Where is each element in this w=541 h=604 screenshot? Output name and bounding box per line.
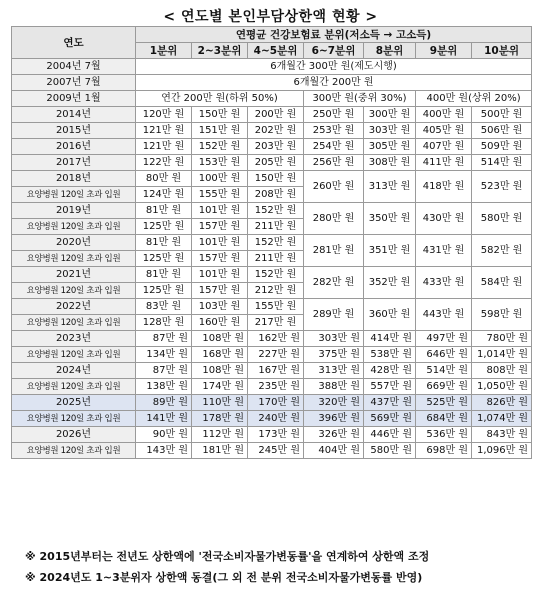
value-cell: 200만 원 xyxy=(248,107,304,123)
value-cell: 557만 원 xyxy=(364,379,416,395)
value-cell: 122만 원 xyxy=(136,155,192,171)
value-cell: 101만 원 xyxy=(192,267,248,283)
value-cell: 375만 원 xyxy=(304,347,364,363)
value-cell: 780만 원 xyxy=(472,331,532,347)
value-cell: 217만 원 xyxy=(248,315,304,331)
value-cell: 280만 원 xyxy=(304,203,364,235)
table-row xyxy=(12,171,532,187)
value-cell: 150만 원 xyxy=(192,107,248,123)
year-cell: 2024년 xyxy=(12,363,136,379)
value-cell: 227만 원 xyxy=(248,347,304,363)
year-cell: 2026년 xyxy=(12,427,136,443)
footnotes xyxy=(25,546,429,588)
year-cell: 2015년 xyxy=(12,123,136,139)
value-cell: 162만 원 xyxy=(248,331,304,347)
value-cell: 143만 원 xyxy=(136,443,192,459)
header-year: 연도 xyxy=(12,27,136,59)
value-cell: 584만 원 xyxy=(472,267,532,299)
sub-label-cell: 요양병원 120일 초과 입원 xyxy=(12,443,136,459)
header-decile: 4~5분위 xyxy=(248,43,304,59)
value-cell: 90만 원 xyxy=(136,427,192,443)
value-cell: 320만 원 xyxy=(304,395,364,411)
sub-label-cell: 요양병원 120일 초과 입원 xyxy=(12,411,136,427)
header-decile: 10분위 xyxy=(472,43,532,59)
value-cell: 404만 원 xyxy=(304,443,364,459)
value-cell: 669만 원 xyxy=(416,379,472,395)
sub-label-cell: 요양병원 120일 초과 입원 xyxy=(12,251,136,267)
value-cell: 134만 원 xyxy=(136,347,192,363)
table-row xyxy=(12,379,532,395)
value-cell: 281만 원 xyxy=(304,235,364,267)
value-cell: 582만 원 xyxy=(472,235,532,267)
value-cell: 170만 원 xyxy=(248,395,304,411)
value-cell: 282만 원 xyxy=(304,267,364,299)
value-cell: 536만 원 xyxy=(416,427,472,443)
sub-label-cell: 요양병원 120일 초과 입원 xyxy=(12,187,136,203)
value-cell: 174만 원 xyxy=(192,379,248,395)
value-cell: 173만 원 xyxy=(248,427,304,443)
value-cell: 211만 원 xyxy=(248,219,304,235)
value-cell: 87만 원 xyxy=(136,363,192,379)
value-cell: 646만 원 xyxy=(416,347,472,363)
year-cell: 2009년 1월 xyxy=(12,91,136,107)
value-cell: 523만 원 xyxy=(472,171,532,203)
value-cell: 418만 원 xyxy=(416,171,472,203)
value-cell: 202만 원 xyxy=(248,123,304,139)
value-cell: 152만 원 xyxy=(248,267,304,283)
table-row xyxy=(12,267,532,283)
table-row xyxy=(12,331,532,347)
merged-value-cell: 400만 원(상위 20%) xyxy=(416,91,532,107)
value-cell: 160만 원 xyxy=(192,315,248,331)
value-cell: 407만 원 xyxy=(416,139,472,155)
header-decile: 9분위 xyxy=(416,43,472,59)
value-cell: 124만 원 xyxy=(136,187,192,203)
value-cell: 428만 원 xyxy=(364,363,416,379)
value-cell: 168만 원 xyxy=(192,347,248,363)
value-cell: 411만 원 xyxy=(416,155,472,171)
table-row xyxy=(12,347,532,363)
sub-label-cell: 요양병원 120일 초과 입원 xyxy=(12,283,136,299)
value-cell: 305만 원 xyxy=(364,139,416,155)
merged-value-cell: 300만 원(중위 30%) xyxy=(304,91,416,107)
value-cell: 360만 원 xyxy=(364,299,416,331)
value-cell: 351만 원 xyxy=(364,235,416,267)
page-title xyxy=(0,6,541,26)
value-cell: 509만 원 xyxy=(472,139,532,155)
value-cell: 108만 원 xyxy=(192,331,248,347)
table-row xyxy=(12,395,532,411)
table-row xyxy=(12,427,532,443)
value-cell: 153만 원 xyxy=(192,155,248,171)
year-cell: 2016년 xyxy=(12,139,136,155)
title-left-bracket: < xyxy=(163,9,176,25)
value-cell: 1,096만 원 xyxy=(472,443,532,459)
value-cell: 138만 원 xyxy=(136,379,192,395)
value-cell: 414만 원 xyxy=(364,331,416,347)
value-cell: 843만 원 xyxy=(472,427,532,443)
year-cell: 2021년 xyxy=(12,267,136,283)
footnote: ※ 2024년도 1~3분위자 상한액 동결(그 외 전 분위 전국소비자물가변동률 반영) xyxy=(25,571,423,584)
value-cell: 826만 원 xyxy=(472,395,532,411)
value-cell: 112만 원 xyxy=(192,427,248,443)
merged-value-cell: 연간 200만 원(하위 50%) xyxy=(136,91,304,107)
year-cell: 2020년 xyxy=(12,235,136,251)
value-cell: 89만 원 xyxy=(136,395,192,411)
value-cell: 101만 원 xyxy=(192,235,248,251)
value-cell: 155만 원 xyxy=(248,299,304,315)
value-cell: 598만 원 xyxy=(472,299,532,331)
value-cell: 303만 원 xyxy=(364,123,416,139)
value-cell: 388만 원 xyxy=(304,379,364,395)
year-cell: 2023년 xyxy=(12,331,136,347)
value-cell: 151만 원 xyxy=(192,123,248,139)
value-cell: 433만 원 xyxy=(416,267,472,299)
value-cell: 350만 원 xyxy=(364,203,416,235)
value-cell: 303만 원 xyxy=(304,331,364,347)
title-text: 연도별 본인부담상한액 현황 xyxy=(180,9,361,25)
value-cell: 326만 원 xyxy=(304,427,364,443)
value-cell: 514만 원 xyxy=(416,363,472,379)
value-cell: 289만 원 xyxy=(304,299,364,331)
table-row xyxy=(12,139,532,155)
value-cell: 250만 원 xyxy=(304,107,364,123)
table-row xyxy=(12,75,532,91)
value-cell: 514만 원 xyxy=(472,155,532,171)
table-row xyxy=(12,443,532,459)
sub-label-cell: 요양병원 120일 초과 입원 xyxy=(12,219,136,235)
value-cell: 81만 원 xyxy=(136,203,192,219)
value-cell: 212만 원 xyxy=(248,283,304,299)
table-row xyxy=(12,411,532,427)
value-cell: 446만 원 xyxy=(364,427,416,443)
year-cell: 2019년 xyxy=(12,203,136,219)
value-cell: 698만 원 xyxy=(416,443,472,459)
value-cell: 400만 원 xyxy=(416,107,472,123)
value-cell: 569만 원 xyxy=(364,411,416,427)
header-decile: 1분위 xyxy=(136,43,192,59)
header-decile: 8분위 xyxy=(364,43,416,59)
value-cell: 121만 원 xyxy=(136,123,192,139)
table-row xyxy=(12,123,532,139)
value-cell: 100만 원 xyxy=(192,171,248,187)
value-cell: 125만 원 xyxy=(136,283,192,299)
value-cell: 128만 원 xyxy=(136,315,192,331)
sub-label-cell: 요양병원 120일 초과 입원 xyxy=(12,315,136,331)
value-cell: 405만 원 xyxy=(416,123,472,139)
value-cell: 81만 원 xyxy=(136,267,192,283)
table-row xyxy=(12,363,532,379)
value-cell: 108만 원 xyxy=(192,363,248,379)
table-row xyxy=(12,155,532,171)
year-cell: 2014년 xyxy=(12,107,136,123)
value-cell: 157만 원 xyxy=(192,283,248,299)
footnote: ※ 2015년부터는 전년도 상한액에 '전국소비자물가변동률'을 연계하여 상한액 조정 xyxy=(25,550,430,563)
value-cell: 684만 원 xyxy=(416,411,472,427)
table-row xyxy=(12,299,532,315)
value-cell: 205만 원 xyxy=(248,155,304,171)
value-cell: 1,050만 원 xyxy=(472,379,532,395)
value-cell: 157만 원 xyxy=(192,251,248,267)
value-cell: 125만 원 xyxy=(136,251,192,267)
value-cell: 437만 원 xyxy=(364,395,416,411)
value-cell: 178만 원 xyxy=(192,411,248,427)
value-cell: 253만 원 xyxy=(304,123,364,139)
value-cell: 313만 원 xyxy=(304,363,364,379)
title-right-bracket: > xyxy=(365,9,378,25)
header-decile-group: 연평균 건강보험료 분위(저소득 → 고소득) xyxy=(136,27,532,43)
value-cell: 1,014만 원 xyxy=(472,347,532,363)
year-cell: 2017년 xyxy=(12,155,136,171)
value-cell: 254만 원 xyxy=(304,139,364,155)
header-decile: 2~3분위 xyxy=(192,43,248,59)
value-cell: 352만 원 xyxy=(364,267,416,299)
table-row xyxy=(12,203,532,219)
value-cell: 240만 원 xyxy=(248,411,304,427)
value-cell: 181만 원 xyxy=(192,443,248,459)
value-cell: 260만 원 xyxy=(304,171,364,203)
value-cell: 1,074만 원 xyxy=(472,411,532,427)
value-cell: 443만 원 xyxy=(416,299,472,331)
value-cell: 500만 원 xyxy=(472,107,532,123)
value-cell: 80만 원 xyxy=(136,171,192,187)
value-cell: 300만 원 xyxy=(364,107,416,123)
value-cell: 211만 원 xyxy=(248,251,304,267)
value-cell: 580만 원 xyxy=(472,203,532,235)
value-cell: 235만 원 xyxy=(248,379,304,395)
value-cell: 167만 원 xyxy=(248,363,304,379)
value-cell: 808만 원 xyxy=(472,363,532,379)
value-cell: 121만 원 xyxy=(136,139,192,155)
value-cell: 152만 원 xyxy=(248,235,304,251)
value-cell: 313만 원 xyxy=(364,171,416,203)
year-cell: 2018년 xyxy=(12,171,136,187)
year-cell: 2004년 7월 xyxy=(12,59,136,75)
table-row xyxy=(12,91,532,107)
sub-label-cell: 요양병원 120일 초과 입원 xyxy=(12,347,136,363)
value-cell: 141만 원 xyxy=(136,411,192,427)
value-cell: 155만 원 xyxy=(192,187,248,203)
value-cell: 157만 원 xyxy=(192,219,248,235)
value-cell: 87만 원 xyxy=(136,331,192,347)
value-cell: 506만 원 xyxy=(472,123,532,139)
value-cell: 245만 원 xyxy=(248,443,304,459)
header-decile: 6~7분위 xyxy=(304,43,364,59)
value-cell: 431만 원 xyxy=(416,235,472,267)
value-cell: 430만 원 xyxy=(416,203,472,235)
value-cell: 152만 원 xyxy=(248,203,304,219)
value-cell: 125만 원 xyxy=(136,219,192,235)
merged-value-cell: 6개월간 300만 원(제도시행) xyxy=(136,59,532,75)
value-cell: 152만 원 xyxy=(192,139,248,155)
value-cell: 208만 원 xyxy=(248,187,304,203)
year-cell: 2007년 7월 xyxy=(12,75,136,91)
table-row xyxy=(12,235,532,251)
year-cell: 2025년 xyxy=(12,395,136,411)
merged-value-cell: 6개월간 200만 원 xyxy=(136,75,532,91)
value-cell: 101만 원 xyxy=(192,203,248,219)
value-cell: 538만 원 xyxy=(364,347,416,363)
table-row xyxy=(12,107,532,123)
sub-label-cell: 요양병원 120일 초과 입원 xyxy=(12,379,136,395)
year-cell: 2022년 xyxy=(12,299,136,315)
value-cell: 396만 원 xyxy=(304,411,364,427)
value-cell: 110만 원 xyxy=(192,395,248,411)
value-cell: 150만 원 xyxy=(248,171,304,187)
value-cell: 203만 원 xyxy=(248,139,304,155)
value-cell: 580만 원 xyxy=(364,443,416,459)
value-cell: 120만 원 xyxy=(136,107,192,123)
table-row xyxy=(12,59,532,75)
value-cell: 308만 원 xyxy=(364,155,416,171)
value-cell: 525만 원 xyxy=(416,395,472,411)
value-cell: 83만 원 xyxy=(136,299,192,315)
value-cell: 256만 원 xyxy=(304,155,364,171)
value-cell: 81만 원 xyxy=(136,235,192,251)
value-cell: 497만 원 xyxy=(416,331,472,347)
value-cell: 103만 원 xyxy=(192,299,248,315)
copayment-cap-table xyxy=(11,26,532,459)
